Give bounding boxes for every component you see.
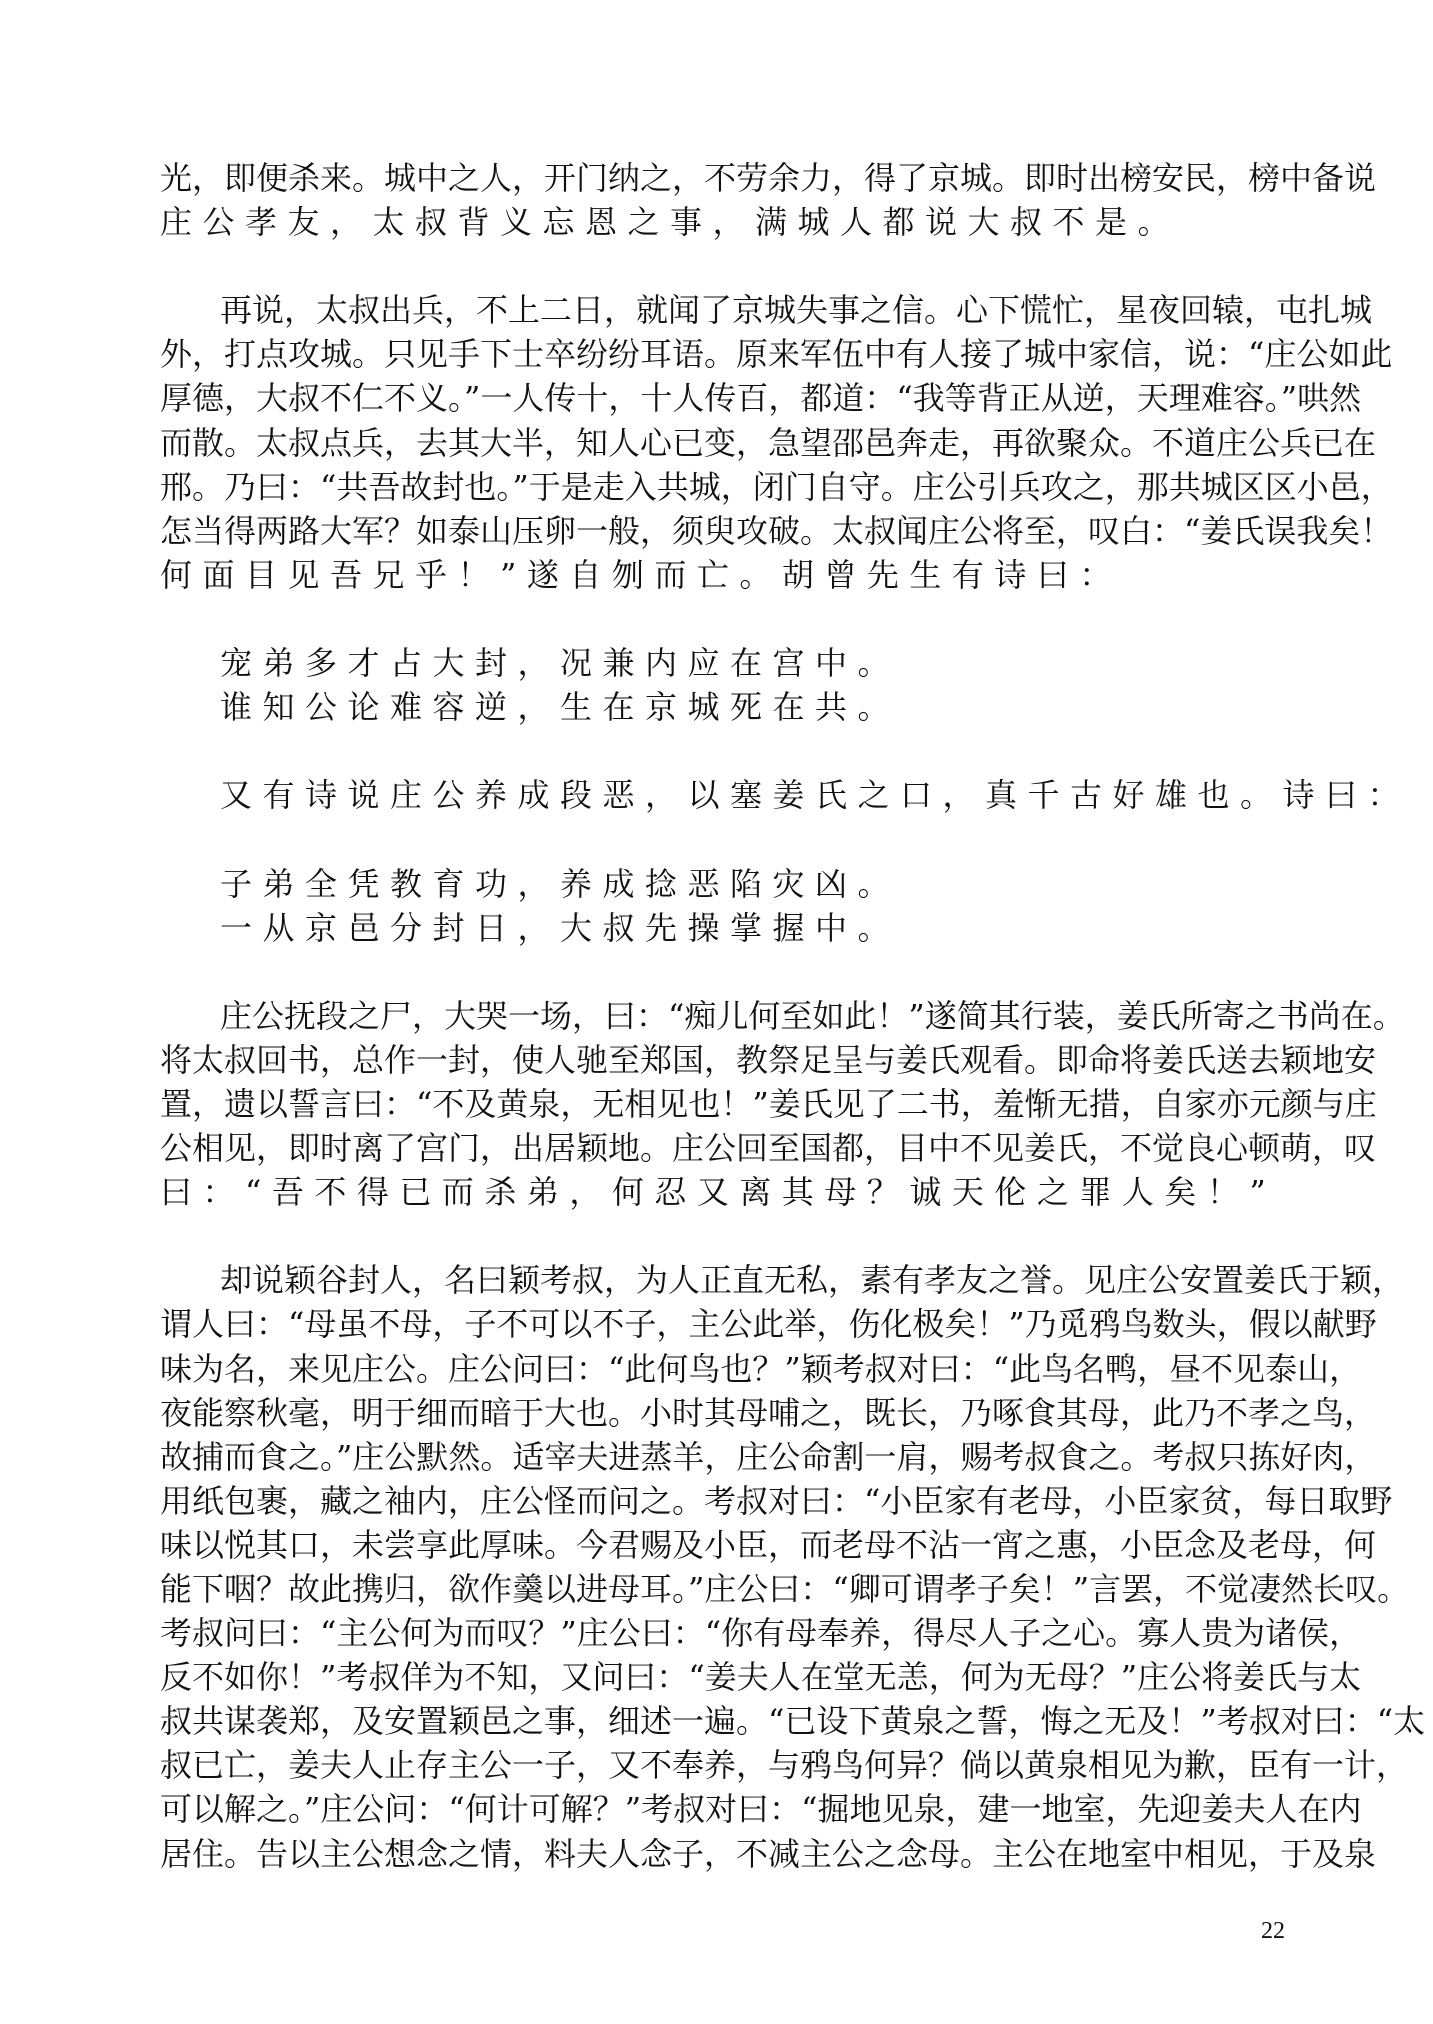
paragraph-spacer [160,1214,1285,1258]
text-line: 庄公抚段之尸，大哭一场，曰：“痴儿何至如此！”遂简其行装，姜氏所寄之书尚在。 [220,996,1405,1035]
paragraph [160,288,1393,597]
text-line: 叔已亡，姜夫人止存主公一子，又不奉养，与鸦鸟何异？倘以黄泉相见为歉，臣有一计， [160,1746,1409,1785]
text-line: 将太叔回书，总作一封，使人驰至郑国，教祭足呈与姜氏观看。即命将姜氏送去颖地安 [160,1040,1377,1079]
poem-line: 一从京邑分封日，大叔先操掌握中。 [220,908,901,947]
text-line: 外，打点攻城。只见手下士卒纷纷耳语。原来军伍中有人接了城中家信，说：“庄公如此 [160,335,1393,374]
text-line: 邢。乃曰：“共吾故封也。”于是走入共城，闭门自守。庄公引兵攻之，那共城区区小邑， [160,467,1393,506]
text-line: 庄公孝友，太叔背义忘恩之事，满城人都说大叔不是。 [160,203,1181,242]
paragraph-spacer [160,597,1285,641]
text-line: 又有诗说庄公养成段恶，以塞姜氏之口，真千古好雄也。诗曰： [220,776,1411,815]
paragraph [160,1258,1426,1875]
text-line: 故捕而食之。”庄公默然。适宰夫进蒸羊，庄公命割一肩，赐考叔食之。考叔只拣好肉， [160,1437,1377,1476]
poem-line: 宠弟多才占大封，况兼内应在宫中。 [220,644,901,683]
paragraph [160,773,1411,817]
text-line: 厚德，大叔不仁不义。”一人传十，十人传百，都道：“我等背正从逆，天理难容。”哄然 [160,379,1362,418]
text-line: 味为名，来见庄公。庄公问曰：“此何鸟也？”颖考叔对曰：“此鸟名鸭，昼不见泰山， [160,1349,1362,1388]
text-line: 却说颖谷封人，名曰颖考叔，为人正直无私，素有孝友之誉。见庄公安置姜氏于颖， [220,1261,1405,1300]
page-number: 22 [1261,1918,1285,1944]
text-line: 可以解之。”庄公问：“何计可解？”考叔对曰：“掘地见泉，建一地室，先迎姜夫人在内 [160,1790,1362,1829]
paragraph-spacer [160,729,1285,773]
paragraph [160,994,1405,1214]
text-line: 叔共谋袭郑，及安置颖邑之事，细述一遍。“已设下黄泉之誓，悔之无及！”考叔对曰：“太 [160,1702,1426,1741]
text-line: 而散。太叔点兵，去其大半，知人心已变，急望邵邑奔走，再欲聚众。不道庄公兵已在 [160,423,1377,462]
paragraph-spacer [160,244,1285,288]
text-line: 用纸包裹，藏之袖内，庄公怪而问之。考叔对曰：“小臣家有老母，小臣家贫，每日取野 [160,1481,1393,1520]
paragraph [160,156,1377,244]
text-line: 谓人曰：“母虽不母，子不可以不子，主公此举，伤化极矣！”乃觅鸦鸟数头，假以献野 [160,1305,1377,1344]
poem-block [160,862,1285,950]
text-line: 味以悦其口，未尝享此厚味。今君赐及小臣，而老母不沾一宵之惠，小臣念及老母，何 [160,1525,1377,1564]
text-line: 能下咽？故此携归，欲作羹以进母耳。”庄公曰：“卿可谓孝子矣！”言罢，不觉凄然长叹。 [160,1570,1410,1608]
poem-line: 谁知公论难容逆，生在京城死在共。 [220,688,901,727]
text-line: 再说，太叔出兵，不上二日，就闻了京城失事之信。心下慌忙，星夜回辕，屯扎城 [220,291,1373,330]
poem-block [160,641,1285,729]
text-line: 曰：“吾不得已而杀弟，何忍又离其母？诚天伦之罪人矣！” [160,1173,1277,1212]
document-body [160,156,1426,1876]
text-line: 置，遗以誓言曰：“不及黄泉，无相见也！”姜氏见了二书，羞惭无措，自家亦元颜与庄 [160,1084,1377,1123]
text-line: 公相见，即时离了宫门，出居颖地。庄公回至国都，目中不见姜氏，不觉良心顿萌，叹 [160,1129,1377,1168]
paragraph-spacer [160,950,1285,994]
text-line: 居住。告以主公想念之情，料夫人念子，不减主公之念母。主公在地室中相见，于及泉 [160,1834,1377,1873]
text-line: 怎当得两路大军？如泰山压卵一般，须臾攻破。太叔闻庄公将至，叹白：“姜氏误我矣！ [160,511,1393,550]
text-line: 考叔问曰：“主公何为而叹？”庄公曰：“你有母奉养，得尽人子之心。寡人贵为诸侯， [160,1614,1362,1653]
text-line: 夜能察秋毫，明于细而暗于大也。小时其母哺之，既长，乃啄食其母，此乃不孝之鸟， [160,1393,1377,1432]
paragraph-spacer [160,817,1285,861]
poem-line: 子弟全凭教育功，养成捻恶陷灾凶。 [220,864,901,903]
text-line: 反不如你！”考叔佯为不知，又问曰：“姜夫人在堂无恙，何为无母？”庄公将姜氏与太 [160,1658,1362,1697]
text-line: 光，即便杀来。城中之人，开门纳之，不劳余力，得了京城。即时出榜安民，榜中备说 [160,159,1377,197]
text-line: 何面目见吾兄乎！”遂自刎而亡。胡曾先生有诗曰： [160,555,1122,594]
